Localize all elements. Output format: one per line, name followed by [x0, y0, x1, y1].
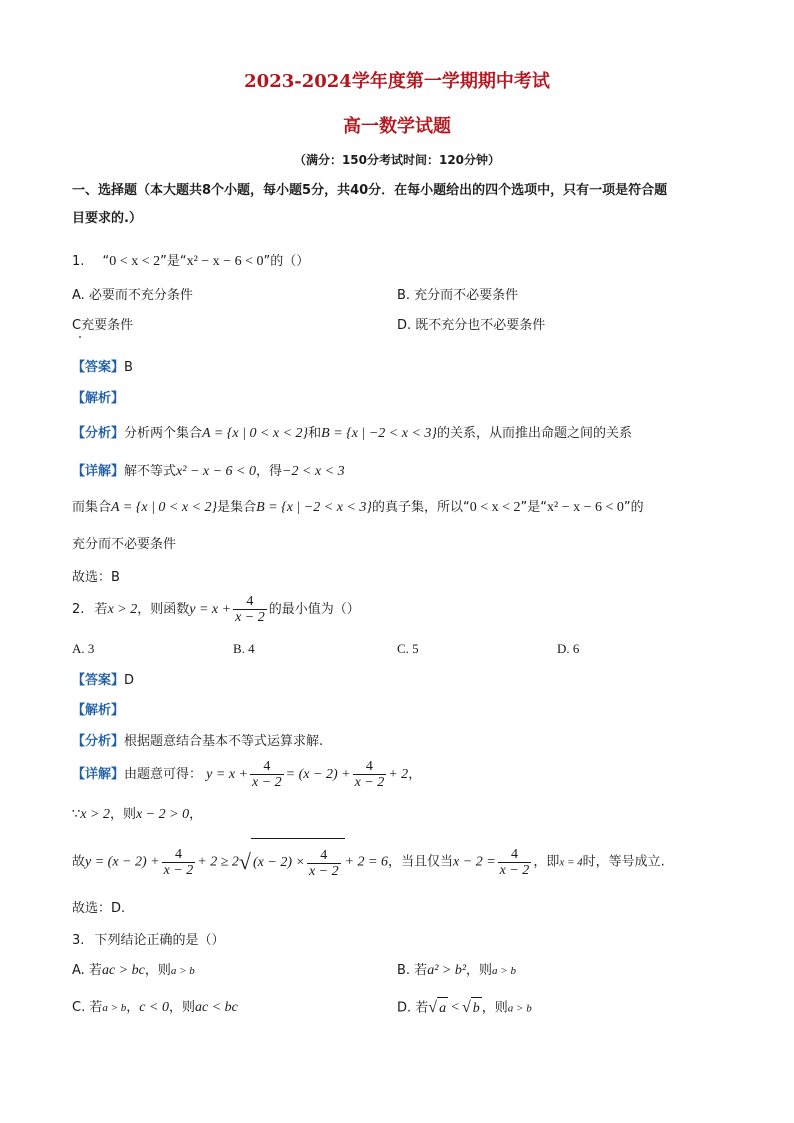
q2-stem	[72, 593, 360, 629]
answer-tag: 【答案】	[72, 673, 125, 688]
gu-text-c: ，即	[533, 854, 560, 870]
q2-jiexi	[72, 703, 124, 719]
xiangjie-text-a: 解不等式	[124, 464, 177, 479]
gu-expr-1: y = (x − 2) +	[85, 854, 160, 870]
q1-stem	[72, 254, 309, 270]
q1-option-b: B. 充分而不必要条件	[397, 288, 519, 303]
set-a-expr: A = {x | 0 < x < 2}	[202, 426, 309, 441]
q2-answer	[72, 673, 134, 689]
sqrt-expression	[239, 838, 345, 886]
q2-option-c: C. 5	[397, 641, 419, 656]
sqrt-sign-icon: √	[238, 849, 251, 875]
q3-option-c-condition-2: c < 0	[139, 1000, 169, 1015]
q3-option-d-result: a > b	[507, 1002, 532, 1015]
because-condition: x > 2	[80, 807, 110, 822]
fenxi-tag: 【分析】	[72, 426, 125, 441]
set-b-expr: B = {x | −2 < x < 3}	[321, 426, 437, 441]
q2-inequality-line	[72, 838, 665, 886]
q3-option-a-result: a > b	[170, 965, 195, 977]
q3-option-a-prefix: A. 若	[72, 963, 102, 978]
q2-option-b: B. 4	[233, 641, 255, 656]
score-note: （满分：150分考试时间：120分钟）	[293, 153, 501, 167]
q1-xiangjie	[72, 464, 345, 480]
q3-option-b-condition: a² > b²	[427, 963, 467, 978]
gu-equality: x − 2 =	[453, 854, 496, 870]
q2-xiangjie-fraction-2	[353, 759, 387, 790]
q1-condition-1: 0 < x < 2	[109, 254, 161, 269]
q3-option-c-result: ac < bc	[194, 1000, 238, 1015]
q1-stem-end: ”的（）	[263, 254, 310, 269]
q2-xiangjie-e2: = (x − 2) +	[285, 767, 351, 782]
sqrt-sign-icon: √	[428, 999, 438, 1017]
detail-text-d: ”是“	[520, 500, 548, 515]
exam-subtitle: 高一数学试题	[343, 116, 451, 137]
detail-text-b: 是集合	[217, 500, 257, 515]
fraction-numerator: 4	[320, 847, 328, 863]
answer-tag: 【答案】	[72, 360, 125, 375]
sqrt-b-content: b	[471, 997, 482, 1020]
q2-xiangjie-end: ，	[408, 767, 422, 782]
q2-condition: x > 2	[107, 602, 138, 617]
q3-stem-text: 下列结论正确的是（）	[94, 933, 225, 948]
q2-fenxi-text: 根据题意结合基本不等式运算求解.	[124, 734, 324, 749]
q2-xiangjie	[72, 758, 421, 796]
fraction-numerator: 4	[174, 846, 182, 862]
q2-fraction	[233, 594, 267, 625]
q3-option-b-result: a > b	[492, 965, 516, 977]
q2-xiangjie-fraction-1	[250, 759, 284, 790]
q3-option-c-sep: ，	[126, 1000, 140, 1015]
q1-answer-value: B	[124, 360, 133, 375]
xiangjie-tag: 【详解】	[72, 767, 125, 782]
fraction-numerator: 4	[263, 759, 271, 774]
q3-option-a-condition: ac > bc	[101, 963, 145, 978]
q2-xiangjie-a: 由题意可得：	[124, 767, 203, 782]
q2-stem-b: ，则函数	[137, 602, 190, 617]
q2-stem-c: 的最小值为（）	[268, 602, 360, 617]
q3-option-a	[72, 963, 195, 979]
fraction-numerator: 4	[246, 594, 254, 609]
because-result: x − 2 > 0	[135, 807, 190, 822]
q1-detail-line2: 充分而不必要条件	[72, 537, 177, 552]
fraction-denominator: x − 2	[252, 775, 282, 790]
q2-conclusion: 故选：D.	[72, 901, 126, 916]
fraction-denominator: x − 2	[499, 862, 530, 878]
fenxi-tag: 【分析】	[72, 734, 125, 749]
q1-conclusion: 故选：B	[72, 570, 120, 585]
sqrt-fraction	[307, 848, 341, 879]
detail-text-a: 而集合	[72, 500, 112, 515]
q2-option-a: A. 3	[72, 641, 95, 656]
less-than-sign: <	[451, 1000, 459, 1016]
q3-number: 3.	[72, 933, 85, 948]
q3-option-d-mid: ，则	[481, 1000, 508, 1016]
fraction-denominator: x − 2	[354, 775, 385, 790]
q1-jiexi	[72, 391, 124, 407]
fraction-denominator: x − 2	[235, 610, 265, 625]
q1-fenxi	[72, 426, 632, 442]
q1-option-a: A. 必要而不充分条件	[72, 288, 193, 303]
gu-fraction-1	[162, 847, 196, 878]
sqrt-a-content: a	[437, 997, 448, 1020]
gu-fraction-2	[498, 847, 532, 878]
q3-option-b	[397, 963, 516, 979]
gu-text-b: ，当且仅当	[388, 854, 454, 870]
q1-answer	[72, 360, 133, 376]
q3-option-c	[72, 1000, 238, 1016]
sqrt-content	[251, 838, 345, 886]
jiexi-tag: 【解析】	[72, 703, 125, 718]
section-heading-line1: 一、选择题（本大题共8个小题，每小题5分，共40分．在每小题给出的四个选项中，只有一项是符合题	[72, 183, 668, 198]
q2-function: y = x +	[189, 602, 232, 617]
jiexi-tag: 【解析】	[72, 391, 125, 406]
gu-expr-2: + 2 ≥ 2	[197, 854, 239, 870]
q2-xiangjie-e3: + 2	[388, 767, 409, 782]
xiangjie-text-b: ，得	[256, 464, 283, 479]
q1-option-d: D. 既不充分也不必要条件	[397, 318, 546, 333]
detail-text-c: 的真子集，所以“	[371, 500, 470, 515]
q2-option-d: D. 6	[557, 641, 580, 656]
q1-detail-line	[72, 500, 644, 516]
q2-fenxi	[72, 734, 323, 750]
fenxi-text-b: 和	[308, 426, 322, 441]
q1-condition-2: x² − x − 6 < 0	[186, 254, 264, 269]
gu-x-value: x = 4	[559, 856, 583, 869]
q3-option-d	[397, 996, 532, 1020]
q2-because	[72, 807, 202, 823]
q1-option-c: C充要条件	[72, 318, 134, 333]
xiangjie-tag: 【详解】	[72, 464, 125, 479]
q3-option-d-prefix: D. 若	[397, 1000, 429, 1016]
q3-option-c-condition-1: a > b	[102, 1002, 127, 1014]
inequality-expr: x² − x − 6 < 0	[176, 464, 256, 479]
q3-option-c-prefix: C. 若	[72, 1000, 103, 1015]
gu-text-d: 时，等号成立.	[582, 854, 665, 870]
detail-cond-1: 0 < x < 2	[469, 500, 521, 515]
q2-stem-a: 若	[94, 602, 108, 617]
gu-prefix: 故	[72, 854, 86, 870]
fraction-numerator: 4	[510, 846, 518, 862]
q1-stem-mid: ”是“	[160, 254, 187, 269]
detail-set-a: A = {x | 0 < x < 2}	[111, 500, 218, 515]
sqrt-b	[462, 996, 482, 1020]
q2-answer-value: D	[124, 673, 135, 688]
q3-stem	[72, 933, 225, 949]
sqrt-a	[428, 996, 448, 1020]
section-heading-line2: 目要求的.）	[72, 211, 142, 226]
q3-option-a-mid: ，则	[144, 963, 171, 978]
q1-number: 1.	[72, 254, 85, 269]
q3-option-b-prefix: B. 若	[397, 963, 428, 978]
q2-number: 2.	[72, 602, 85, 617]
detail-set-b: B = {x | −2 < x < 3}	[256, 500, 372, 515]
stray-mark	[79, 336, 81, 338]
detail-text-e: ”的	[623, 500, 644, 515]
sqrt-term: (x − 2) ×	[253, 855, 305, 871]
sqrt-sign-icon: √	[461, 999, 471, 1017]
q3-option-c-mid: ，则	[168, 1000, 195, 1015]
fenxi-text-a: 分析两个集合	[124, 426, 203, 441]
q1-quote-open: “	[102, 254, 110, 269]
because-end: ，	[189, 807, 203, 822]
fraction-denominator: x − 2	[163, 862, 194, 878]
fenxi-text-c: 的关系，从而推出命题之间的关系	[437, 426, 633, 441]
exam-title: 2023-2024学年度第一学期期中考试	[244, 71, 550, 92]
detail-cond-2: x² − x − 6 < 0	[547, 500, 624, 515]
q3-option-b-mid: ，则	[466, 963, 493, 978]
solution-range: −2 < x < 3	[282, 464, 345, 479]
gu-expr-3: + 2 = 6	[344, 854, 389, 870]
q2-xiangjie-e1: y = x +	[206, 767, 248, 782]
fraction-numerator: 4	[365, 759, 373, 774]
because-text: ，则	[109, 807, 136, 822]
because-symbol: ∵	[72, 807, 81, 822]
fraction-denominator: x − 2	[308, 863, 339, 879]
